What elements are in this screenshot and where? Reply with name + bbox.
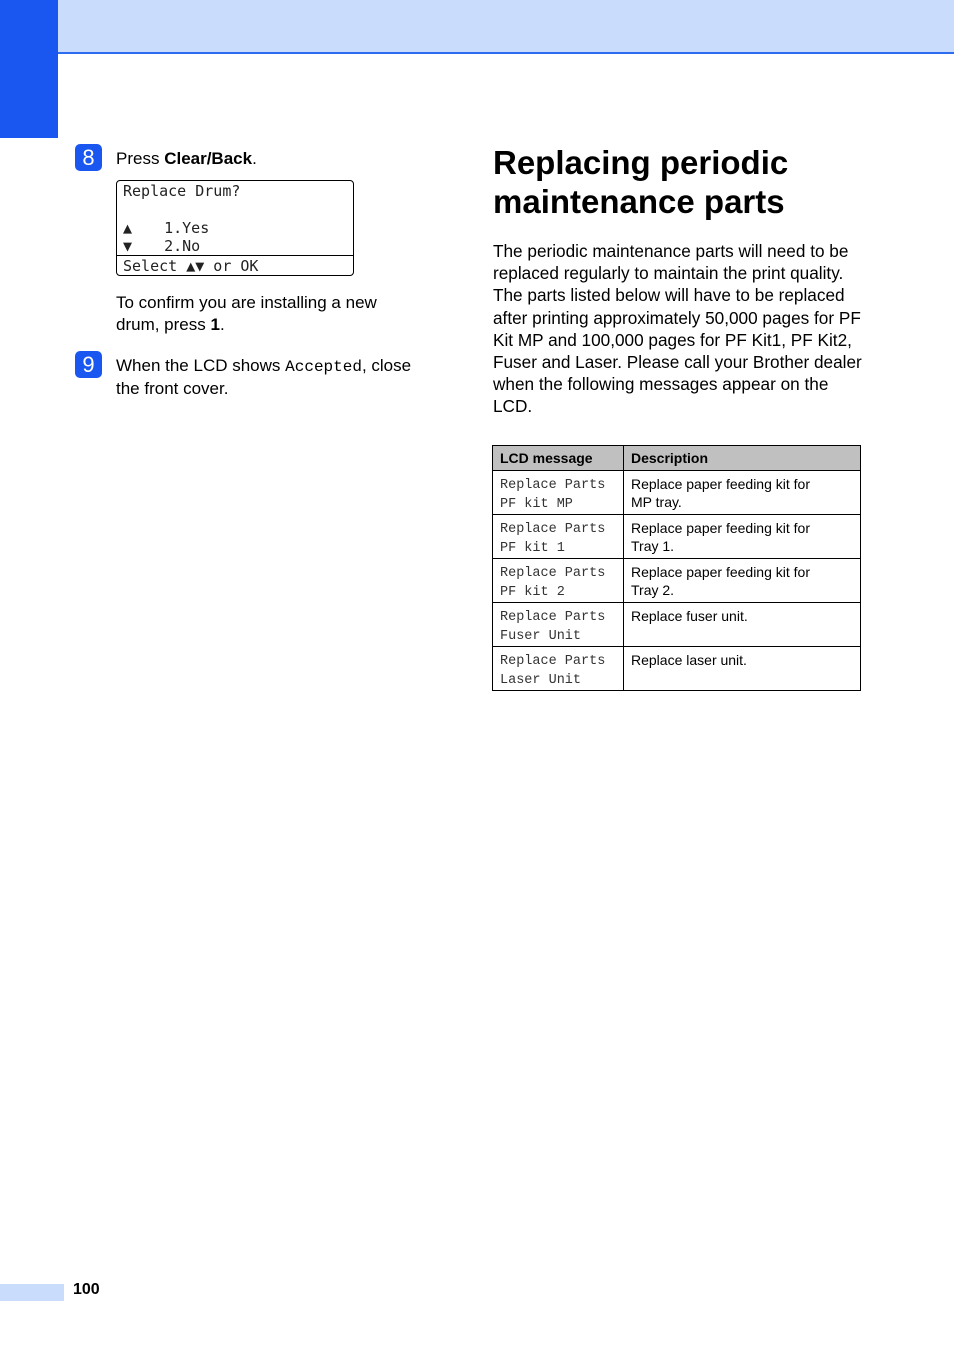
chapter-tab (0, 0, 58, 138)
page-number: 100 (73, 1281, 100, 1298)
confirm-text (116, 292, 377, 336)
lcd-divider (117, 255, 353, 256)
msg-line: PF kit 1 (500, 540, 565, 556)
msg-line: Replace Parts (500, 478, 606, 493)
table-header-row (493, 446, 861, 471)
table-row (493, 515, 861, 559)
step-8-text (116, 148, 257, 170)
desc-line: Tray 2. (631, 582, 675, 598)
confirm-suffix: . (219, 315, 225, 334)
step-9-line-2: the front cover. (116, 379, 229, 398)
confirm-line-2 (116, 314, 377, 336)
lcd-option-yes: 1.Yes (164, 219, 210, 237)
lcd-line-4 (123, 257, 258, 275)
lcd-select-label: Select (123, 257, 187, 275)
section-title-line-2: maintenance parts (493, 183, 785, 220)
header-lcd-message: LCD message (493, 446, 624, 471)
lcd-line-3 (123, 237, 200, 255)
down-arrow-icon: ▼ (123, 237, 133, 255)
msg-line: Replace Parts (500, 654, 606, 669)
header-description: Description (624, 446, 861, 471)
step-9-badge: 9 (75, 351, 102, 378)
lcd-or-ok: or OK (204, 257, 259, 275)
description-cell (624, 603, 861, 647)
section-intro: The periodic maintenance parts will need to be replaced regularly to maintain the print quality. The parts listed below will have to be replaced after printing approximately 50,000 pages for PF Kit MP and 100,000 pages for PF Kit1, PF Kit2, Fuser and Laser. Please call your Brother dealer when the following messages appear on the LCD. (493, 241, 862, 417)
lcd-line-2 (123, 219, 209, 237)
lcd-accepted-text: Accepted (285, 358, 362, 376)
section-title-line-1: Replacing periodic (493, 144, 789, 181)
lcd-message-cell (493, 559, 624, 603)
up-down-arrows-icon: ▲▼ (186, 257, 205, 275)
lcd-message-cell (493, 471, 624, 515)
step-8-suffix: . (252, 149, 257, 168)
desc-line: Replace laser unit. (631, 652, 747, 668)
header-band (0, 0, 954, 54)
lcd-display (116, 180, 354, 276)
msg-line: Replace Parts (500, 610, 606, 625)
lcd-line-1: Replace Drum? (123, 182, 241, 200)
confirm-line-1: To confirm you are installing a new (116, 293, 377, 312)
confirm-prefix: drum, press (116, 315, 211, 334)
description-cell (624, 559, 861, 603)
step-9-text (116, 355, 446, 400)
step-8-badge: 8 (75, 144, 102, 171)
up-arrow-icon: ▲ (123, 219, 133, 237)
table-row (493, 471, 861, 515)
msg-line: Replace Parts (500, 566, 606, 581)
desc-line: Tray 1. (631, 538, 675, 554)
step-9-line-1 (116, 355, 446, 378)
table-row (493, 603, 861, 647)
table-row (493, 559, 861, 603)
description-cell (624, 647, 861, 691)
description-cell (624, 515, 861, 559)
footer-band (0, 1284, 64, 1301)
desc-line: Replace paper feeding kit for (631, 476, 810, 492)
desc-line: Replace fuser unit. (631, 608, 748, 624)
step-8-prefix: Press (116, 149, 165, 168)
confirm-key: 1 (210, 315, 220, 334)
desc-line: MP tray. (631, 494, 682, 510)
description-cell (624, 471, 861, 515)
desc-line: Replace paper feeding kit for (631, 520, 810, 536)
section-title (493, 143, 913, 221)
step-9-suffix: , close (361, 356, 412, 375)
lcd-message-cell (493, 603, 624, 647)
lcd-message-cell (493, 515, 624, 559)
table-row (493, 647, 861, 691)
desc-line: Replace paper feeding kit for (631, 564, 810, 580)
msg-line: PF kit MP (500, 496, 573, 512)
msg-line: Replace Parts (500, 522, 606, 537)
msg-line: Laser Unit (500, 672, 582, 688)
clear-back-key: Clear/Back (164, 149, 253, 168)
lcd-message-cell (493, 647, 624, 691)
lcd-option-no: 2.No (164, 237, 201, 255)
msg-line: PF kit 2 (500, 584, 565, 600)
msg-line: Fuser Unit (500, 628, 582, 644)
maintenance-parts-table (492, 445, 861, 691)
step-9-prefix: When the LCD shows (116, 356, 286, 375)
